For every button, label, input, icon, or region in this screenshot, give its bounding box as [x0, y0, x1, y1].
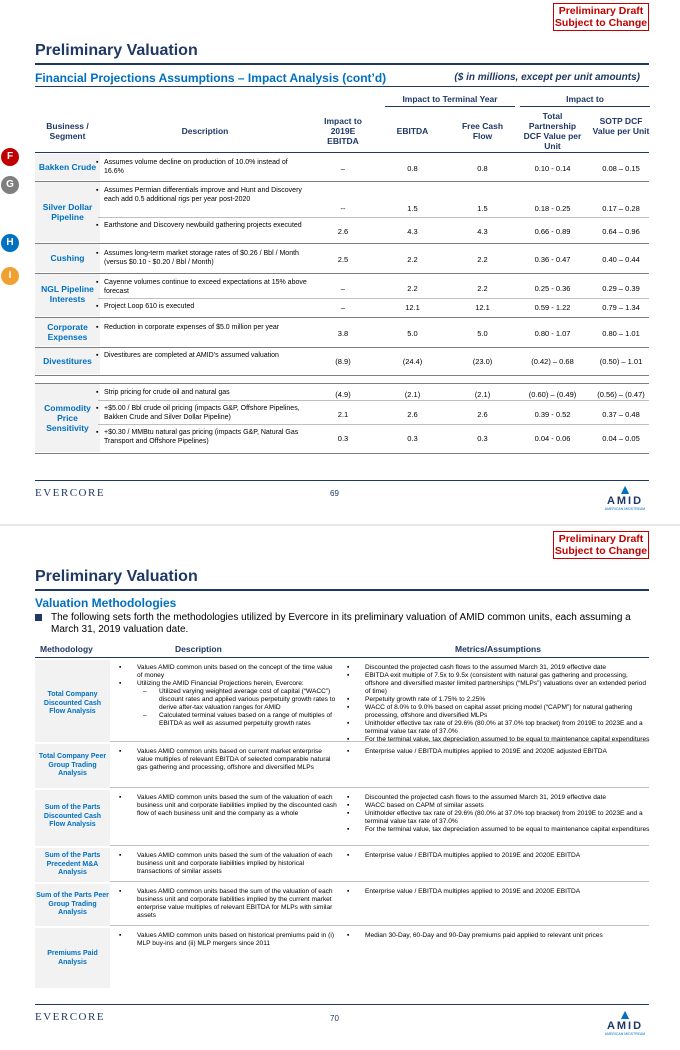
flame-icon: ▲ — [618, 481, 632, 497]
amid-logo: ▲ AMID AMERICAN MIDSTREAM — [600, 1007, 650, 1036]
cell-dcf: 0.80 - 1.07 — [534, 329, 571, 338]
cell-sotp: 0.08 – 0.15 — [602, 164, 640, 173]
cell-dcf: 0.39 - 0.52 — [534, 410, 571, 419]
cell-ebitda: 2.2 — [407, 284, 418, 293]
title-rule — [35, 589, 649, 591]
row-desc: ▪ Reduction in corporate expenses of $5.0 million per year — [98, 324, 308, 333]
segment-bakken: Bakken Crude — [35, 154, 100, 180]
method-row: Premiums Paid Analysis ▪ Values AMID common units based on historical premiums paid in (i) MLP buy-ins and (ii) MLP mergers since 2011 ▪ Median 30-Day, 60-Day and 90-Day premiums paid applied to relevant unit prices — [35, 928, 649, 988]
row-desc: ▪ Assumes volume decline on production of 10.0% instead of 16.6% — [98, 159, 308, 176]
row-desc: ▪ Divestitures are completed at AMID’s assumed valuation — [98, 352, 308, 361]
col-header-dcf: Total Partnership DCF Value per Unit — [523, 111, 582, 151]
cell-sotp: (0.50) – 1.01 — [599, 357, 643, 366]
draft-stamp: Preliminary Draft Subject to Change — [554, 5, 648, 29]
cell-ebitda: 12.1 — [405, 303, 420, 312]
page-number: 70 — [330, 1014, 339, 1023]
col-header-methodology: Methodology — [40, 644, 93, 654]
cell-impact: 2.5 — [337, 255, 349, 264]
slide-70 — [0, 526, 680, 1050]
badge-i: I — [1, 267, 19, 285]
col-header-sotp: SOTP DCF Value per Unit — [592, 116, 650, 136]
cell-fcf: 5.0 — [477, 329, 488, 338]
row-desc: ▪ Cayenne volumes continue to exceed expectations at 15% above forecast — [98, 279, 308, 296]
row-desc: ▪ +$0.30 / MMBtu natural gas pricing (impacts G&P, Natural Gas Transport and Offshore Pipelines) — [98, 429, 308, 446]
cell-fcf: 2.2 — [477, 255, 488, 264]
method-row: Sum of the Parts Peer Group Trading Analysis ▪ Values AMID common units based the sum of the valuation of each business unit and corporate liabilities implied by the current market enterprise value multiples of relevant EBITDA for MLPs with similar assets ▪ Enterprise value / EBITDA multiples applied to 2019E and 2020E EBITDA — [35, 884, 649, 926]
row-divider — [98, 400, 649, 401]
footer-rule — [35, 1004, 649, 1005]
cell-sotp: 0.80 – 1.01 — [602, 329, 640, 338]
row-desc: ▪ Assumes Permian differentials improve and Hunt and Discovery each add 0.5 additional rigs per year post-2020 — [98, 187, 308, 204]
cell-fcf: 2.6 — [477, 410, 488, 419]
badge-h: H — [1, 234, 19, 252]
col-header-ebitda: EBITDA — [396, 126, 429, 136]
cell-fcf: 0.3 — [477, 434, 488, 443]
cell-dcf: 0.10 - 0.14 — [534, 164, 571, 173]
row-divider — [35, 383, 649, 384]
cell-sotp: 0.17 – 0.28 — [602, 204, 640, 213]
evercore-logo: EVERCORE — [35, 1011, 106, 1023]
cell-sotp: 0.79 – 1.34 — [602, 303, 640, 312]
cell-dcf: 0.36 - 0.47 — [534, 255, 571, 264]
segment-commodity: Commodity Price Sensitivity — [35, 384, 100, 452]
cell-dcf: 0.04 - 0.06 — [534, 434, 571, 443]
cell-sotp: 0.40 – 0.44 — [602, 255, 640, 264]
cell-sotp: 0.37 – 0.48 — [602, 410, 640, 419]
cell-impact: – — [340, 303, 346, 312]
cell-ebitda: 2.6 — [407, 410, 418, 419]
cell-ebitda: (24.4) — [402, 357, 423, 366]
segment-divestitures: Divestitures — [35, 348, 100, 374]
method-row: Total Company Peer Group Trading Analysis ▪ Values AMID common units based on current market enterprise value multiples of relevant EBITDA of selected comparable natural gas gathering and processing, offshore and diversified MLPs ▪ Enterprise value / EBITDA multiples applied to 2019E and 2020E adjusted EBITDA — [35, 744, 649, 788]
units-note: ($ in millions, except per unit amounts) — [454, 72, 640, 83]
row-divider — [35, 347, 649, 348]
cell-ebitda: 0.3 — [407, 434, 418, 443]
row-divider — [35, 243, 649, 244]
cell-impact: -- — [340, 204, 346, 213]
cell-ebitda: (2.1) — [404, 390, 421, 399]
square-bullet-icon — [35, 614, 42, 621]
row-desc: ▪ Project Loop 610 is executed — [98, 303, 308, 312]
section-subtitle: Financial Projections Assumptions – Impact Analysis (cont’d) — [35, 71, 387, 85]
cell-fcf: (2.1) — [474, 390, 491, 399]
segment-ngl: NGL Pipeline Interests — [35, 274, 100, 316]
segment-silver-dollar: Silver Dollar Pipeline — [35, 182, 100, 242]
cell-impact: 0.3 — [337, 434, 349, 443]
cell-impact: 2.6 — [337, 227, 349, 236]
cell-fcf: (23.0) — [472, 357, 493, 366]
cell-sotp: 0.64 – 0.96 — [602, 227, 640, 236]
cell-dcf: 0.59 - 1.22 — [534, 303, 571, 312]
cell-sotp: 0.04 – 0.05 — [602, 434, 640, 443]
amid-logo: ▲ AMID AMERICAN MIDSTREAM — [600, 482, 650, 511]
header-rule — [35, 657, 649, 658]
row-divider — [35, 273, 649, 274]
cell-impact: (4.9) — [335, 390, 351, 399]
flame-icon: ▲ — [618, 1006, 632, 1022]
cell-impact: 2.1 — [337, 410, 349, 419]
cell-sotp: 0.29 – 0.39 — [602, 284, 640, 293]
cell-ebitda: 2.2 — [407, 255, 418, 264]
row-divider — [35, 317, 649, 318]
col-header-metrics: Metrics/Assumptions — [455, 644, 541, 654]
slide-69 — [0, 0, 680, 524]
section-subtitle: Valuation Methodologies — [35, 596, 177, 610]
page-title: Preliminary Valuation — [35, 568, 198, 585]
row-divider — [98, 424, 649, 425]
segment-cushing: Cushing — [35, 244, 100, 272]
method-row: Total Company Discounted Cash Flow Analysis ▪ Values AMID common units based on the concept of the time value of money ▪ Utilizing the AMID Financial Projections herein, Evercore: – Utilized varying weighted average cost of capital (“WACC”) discount rates and applied various perpetuity growth rates to derive after-tax valuation ranges for AMID – Calculated terminal values based on a range of multiples of EBITDA as well as assumed perpetuity growth rates ▪ Discounted the projected cash flows to the assumed March 31, 2019 effective date ▪ EBITDA exit multiple of 7.5x to 9.5x (consistent with natural gas gathering and processing, offshore and diversified master limited partnerships (“MLPs”) valuations over an extended period of time) ▪ Perpetuity growth rate of 1.75% to 2.25% ▪ WACC of 8.0% to 9.0% based on capital asset pricing model (“CAPM”) for natural gathering processing, offshore and diversified MLPs ▪ Unitholder effective tax rate of 29.6% (80.0% at 37.0% top bracket) from 2019E to 2023E and a terminal value tax rate of 37.0% ▪ For the terminal value, tax depreciation assumed to be equal to maintenance capital expenditures — [35, 660, 649, 742]
row-divider — [35, 181, 649, 182]
cell-fcf: 2.2 — [477, 284, 488, 293]
cell-dcf: (0.42) – 0.68 — [531, 357, 574, 366]
draft-stamp: Preliminary Draft Subject to Change — [554, 533, 648, 557]
cell-dcf: 0.66 - 0.89 — [534, 227, 571, 236]
footer-rule — [35, 480, 649, 481]
badge-f: F — [1, 148, 19, 166]
cell-ebitda: 5.0 — [407, 329, 418, 338]
cell-fcf: 0.8 — [477, 164, 488, 173]
col-header-description: Description — [175, 644, 222, 654]
cell-impact: (8.9) — [335, 357, 351, 366]
cell-ebitda: 4.3 — [407, 227, 418, 236]
segment-corporate: Corporate Expenses — [35, 318, 100, 346]
row-desc: ▪ Assumes long-term market storage rates of $0.26 / Bbl / Month (versus $0.10 - $0.20 / Bbl / Month) — [98, 250, 308, 267]
cell-impact: – — [340, 164, 346, 173]
row-divider — [35, 453, 649, 454]
method-row: Sum of the Parts Discounted Cash Flow Analysis ▪ Values AMID common units based the sum of the valuation of each business unit and corporate liabilities implied by the discounted cash flow of each business unit and the company as a whole ▪ Discounted the projected cash flows to the assumed March 31, 2019 effective date ▪ WACC based on CAPM of similar assets ▪ Unitholder effective tax rate of 29.6% (80.0% at 37.0% top bracket) from 2019E to 2023E and a terminal value tax rate of 37.0% ▪ For the terminal value, tax depreciation assumed to be equal to maintenance capital expenditures — [35, 790, 649, 846]
col-header-description: Description — [181, 126, 229, 136]
group-header-terminal: Impact to Terminal Year — [385, 94, 515, 107]
row-desc: ▪ Strip pricing for crude oil and natural gas — [98, 389, 308, 398]
row-divider — [98, 217, 649, 218]
badge-g: G — [1, 176, 19, 194]
group-header-impact: Impact to — [520, 94, 650, 107]
row-desc: ▪ Earthstone and Discovery newbuild gathering projects executed — [98, 222, 308, 231]
row-divider — [35, 375, 649, 376]
cell-dcf: 0.25 - 0.36 — [534, 284, 571, 293]
cell-dcf: (0.60) – (0.49) — [528, 390, 577, 399]
col-header-impact: Impact to 2019E EBITDA — [324, 116, 362, 146]
cell-ebitda: 1.5 — [407, 204, 418, 213]
header-rule — [35, 152, 649, 153]
cell-ebitda: 0.8 — [407, 164, 418, 173]
title-rule — [35, 63, 649, 65]
subtitle-rule — [35, 86, 649, 87]
col-header-segment: Business / Segment — [46, 121, 89, 141]
page-number: 69 — [330, 489, 339, 498]
row-divider — [98, 298, 649, 299]
page-title: Preliminary Valuation — [35, 42, 198, 59]
cell-fcf: 12.1 — [475, 303, 490, 312]
cell-impact: 3.8 — [337, 329, 349, 338]
cell-impact: – — [340, 284, 346, 293]
cell-fcf: 4.3 — [477, 227, 488, 236]
lead-bullet: The following sets forth the methodologies utilized by Evercore in its preliminary valuation of AMID common units, each assuming a March 31, 2019 valuation date. — [35, 612, 655, 636]
method-row: Sum of the Parts Precedent M&A Analysis ▪ Values AMID common units based the sum of the valuation of each business unit and corporate liabilities implied by historical transactions of similar assets ▪ Enterprise value / EBITDA multiples applied to 2019E and 2020E EBITDA — [35, 848, 649, 882]
cell-fcf: 1.5 — [477, 204, 488, 213]
col-header-fcf: Free Cash Flow — [461, 121, 504, 141]
evercore-logo: EVERCORE — [35, 487, 106, 499]
cell-dcf: 0.18 - 0.25 — [534, 204, 571, 213]
row-desc: ▪ +$5.00 / Bbl crude oil pricing (impacts G&P, Offshore Pipelines, Bakken Crude and Silver Dollar Pipeline) — [98, 405, 308, 422]
cell-sotp: (0.56) – (0.47) — [597, 390, 645, 399]
